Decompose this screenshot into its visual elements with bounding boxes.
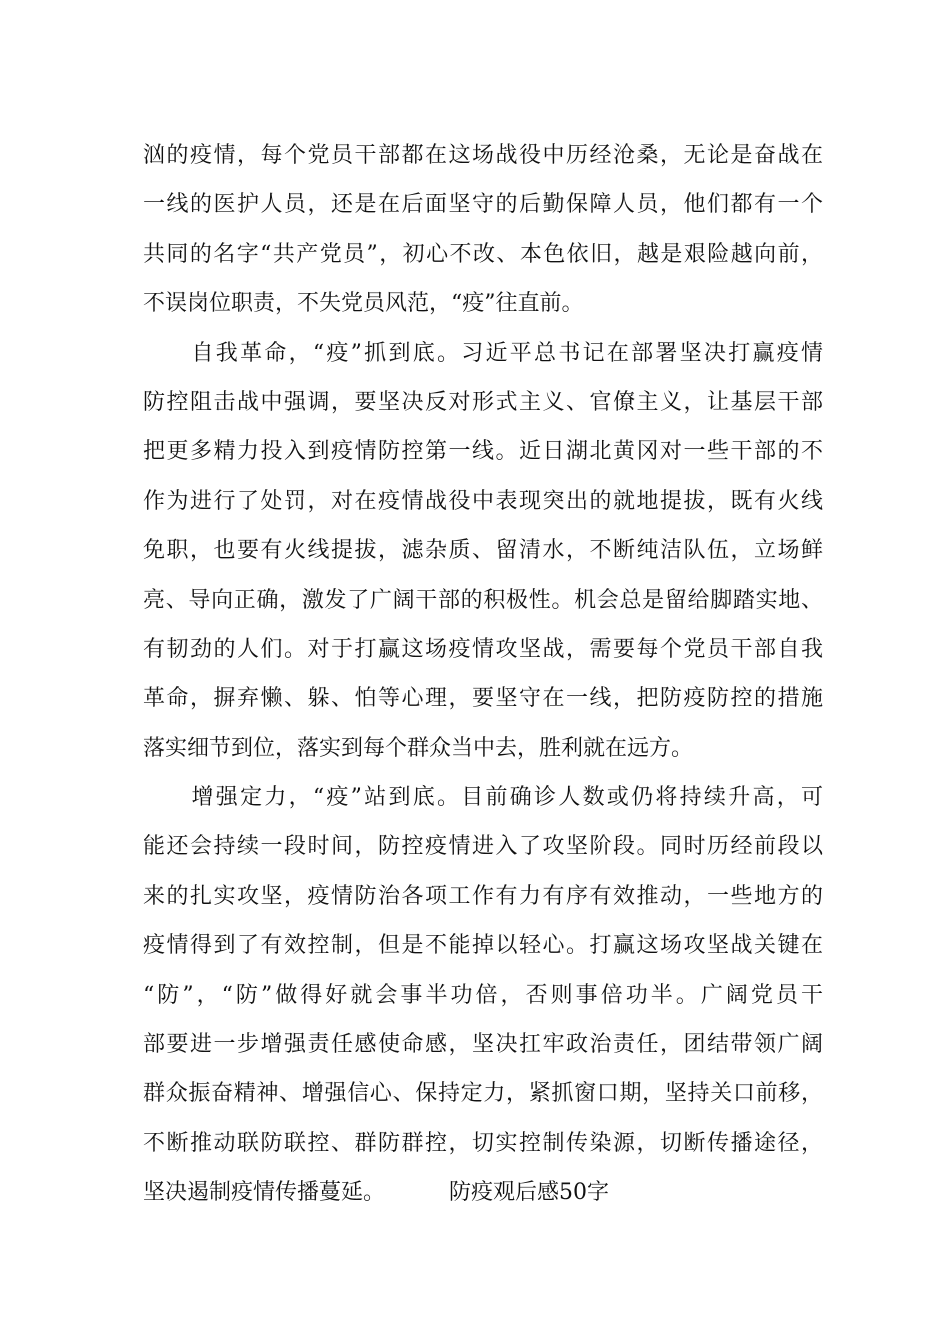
text-line: 免职，也要有火线提拔，滤杂质、留清水，不断纯洁队伍，立场鲜 (143, 538, 823, 564)
document-body (143, 131, 823, 1218)
text-line: 能还会持续一段时间，防控疫情进入了攻坚阶段。同时历经前段以 (143, 834, 823, 860)
final-sentence: 坚决遏制疫情传播蔓延。 (143, 1180, 386, 1206)
text-line: “防”，“防”做得好就会事半功倍，否则事倍功半。广阔党员干 (143, 982, 823, 1008)
text-line: 防控阻击战中强调，要坚决反对形式主义、官僚主义，让基层干部 (143, 389, 823, 415)
trailing-title: 防疫观后感50字 (449, 1180, 610, 1206)
paragraph-3 (143, 773, 823, 1218)
text-line: 把更多精力投入到疫情防控第一线。近日湖北黄冈对一些干部的不 (143, 439, 823, 465)
text-line: 自我革命，“疫”抓到底。习近平总书记在部署坚决打赢疫情 (143, 340, 823, 366)
paragraph-1 (143, 131, 823, 329)
text-line: 落实细节到位，落实到每个群众当中去，胜利就在远方。 (143, 735, 694, 761)
text-line: 汹的疫情，每个党员干部都在这场战役中历经沧桑，无论是奋战在 (143, 143, 823, 168)
paragraph-2 (143, 329, 823, 774)
text-line: 来的扎实攻坚，疫情防治各项工作有力有序有效推动，一些地方的 (143, 883, 823, 909)
text-line: 亮、导向正确，激发了广阔干部的积极性。机会总是留给脚踏实地、 (143, 587, 823, 613)
text-line: 共同的名字“共产党员”，初心不改、本色依旧，越是艰险越向前， (143, 241, 823, 267)
text-line: 增强定力，“疫”站到底。目前确诊人数或仍将持续升高，可 (143, 785, 823, 811)
text-line: 不断推动联防联控、群防群控，切实控制传染源，切断传播途径， (143, 1130, 823, 1156)
text-line: 一线的医护人员，还是在后面坚守的后勤保障人员，他们都有一个 (143, 192, 823, 218)
text-line: 有韧劲的人们。对于打赢这场疫情攻坚战，需要每个党员干部自我 (143, 636, 823, 662)
text-line: 不误岗位职责，不失党员风范，“疫”往直前。 (143, 291, 584, 317)
text-line: 群众振奋精神、增强信心、保持定力，紧抓窗口期，坚持关口前移， (143, 1081, 823, 1107)
text-line-final (143, 1168, 823, 1217)
text-line: 疫情得到了有效控制，但是不能掉以轻心。打赢这场攻坚战关键在 (143, 933, 823, 959)
text-line: 革命，摒弃懒、躲、怕等心理，要坚守在一线，把防疫防控的措施 (143, 686, 823, 712)
text-line: 作为进行了处罚，对在疫情战役中表现突出的就地提拔，既有火线 (143, 488, 823, 514)
text-line: 部要进一步增强责任感使命感，坚决扛牢政治责任，团结带领广阔 (143, 1032, 823, 1058)
